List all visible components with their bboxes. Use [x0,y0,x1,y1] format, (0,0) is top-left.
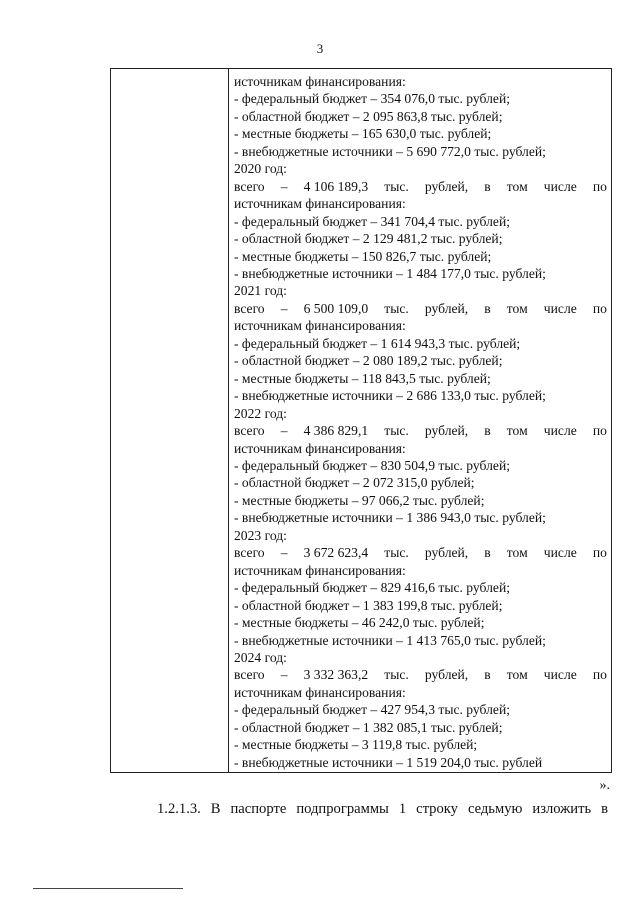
word: в [484,545,491,561]
word: В [210,801,221,817]
total-line [234,666,607,683]
word: всего [234,545,265,561]
word: строку [416,801,458,817]
text-line: - федеральный бюджет – 354 076,0 тыс. рублей; [234,91,510,107]
word: по [592,178,607,194]
word: – [280,178,288,194]
text-line: - федеральный бюджет – 341 704,4 тыс. рублей; [234,213,510,229]
text-line: - внебюджетные источники – 5 690 772,0 тыс. рублей; [234,143,546,159]
text-line: 2020 год: [234,161,287,177]
word: в [484,423,491,439]
clause-text [157,801,608,818]
word: тыс. [384,545,409,561]
word: числе [543,545,577,561]
text-line: - федеральный бюджет – 1 614 943,3 тыс. рублей; [234,335,521,351]
word: по [592,667,607,683]
text-line: - местные бюджеты – 3 119,8 тыс. рублей; [234,737,478,753]
word: по [592,423,607,439]
word: 1.2.1.3. [157,801,201,817]
total-line [234,300,607,317]
word: 6 500 109,0 [303,300,369,316]
closing-quote: ». [599,778,610,793]
text-line: - внебюджетные источники – 1 413 765,0 тыс. рублей; [234,632,546,648]
passport-table [110,68,612,773]
word: – [280,545,288,561]
text-line: - внебюджетные источники – 1 519 204,0 тыс. рублей [234,754,543,770]
word: том [506,423,528,439]
text-line: - областной бюджет – 2 072 315,0 рублей; [234,475,475,491]
word: рублей, [424,667,469,683]
text-line: - федеральный бюджет – 829 416,6 тыс. рублей; [234,580,510,596]
page-number: 3 [316,41,324,56]
word: всего [234,667,265,683]
word: в [484,667,491,683]
word: тыс. [384,178,409,194]
word: всего [234,423,265,439]
word: всего [234,300,265,316]
text-line: источникам финансирования: [234,562,406,578]
text-line: - областной бюджет – 2 095 863,8 тыс. рублей; [234,108,503,124]
text-line: - федеральный бюджет – 427 954,3 тыс. рублей; [234,702,510,718]
funding-text [234,73,607,771]
table-left-cell [111,69,229,773]
word: том [506,667,528,683]
footer-divider [33,888,183,889]
word: 4 386 829,1 [303,423,369,439]
word: числе [543,423,577,439]
table-right-cell [229,69,612,773]
word: в [484,178,491,194]
word: подпрограммы [296,801,389,817]
word: числе [543,667,577,683]
text-line: 2022 год: [234,405,287,421]
total-line [234,422,607,439]
text-line: источникам финансирования: [234,318,406,334]
word: 1 [398,801,407,817]
word: в [601,801,608,817]
text-line: - внебюджетные источники – 1 386 943,0 тыс. рублей; [234,510,546,526]
word: рублей, [424,178,469,194]
text-line: источникам финансирования: [234,440,406,456]
text-line: - местные бюджеты – 150 826,7 тыс. рублей; [234,248,492,264]
word: – [280,300,288,316]
text-line: - местные бюджеты – 97 066,2 тыс. рублей; [234,492,485,508]
text-line: - областной бюджет – 2 080 189,2 тыс. рублей; [234,353,503,369]
word: седьмую [467,801,523,817]
text-line: 2024 год: [234,649,287,665]
text-line: - областной бюджет – 1 382 085,1 тыс. рублей; [234,719,503,735]
text-line: источникам финансирования: [234,74,406,89]
word: паспорте [230,801,287,817]
text-line: - федеральный бюджет – 830 504,9 тыс. рублей; [234,457,510,473]
text-line: - областной бюджет – 1 383 199,8 тыс. рублей; [234,597,503,613]
text-line: источникам финансирования: [234,196,406,212]
word: рублей, [424,423,469,439]
word: 4 106 189,3 [303,178,369,194]
text-line: - внебюджетные источники – 1 484 177,0 тыс. рублей; [234,265,546,281]
word: тыс. [384,423,409,439]
word: по [592,300,607,316]
text-line: - местные бюджеты – 165 630,0 тыс. рублей; [234,126,492,142]
word: тыс. [384,667,409,683]
word: изложить [532,801,592,817]
text-line: - внебюджетные источники – 2 686 133,0 тыс. рублей; [234,388,546,404]
text-line: - местные бюджеты – 46 242,0 тыс. рублей; [234,615,485,631]
word: том [506,545,528,561]
word: по [592,545,607,561]
word: рублей, [424,545,469,561]
word: 3 672 623,4 [303,545,369,561]
word: числе [543,300,577,316]
word: в [484,300,491,316]
word: числе [543,178,577,194]
word: тыс. [384,300,409,316]
word: – [280,667,288,683]
word: всего [234,178,265,194]
word: том [506,178,528,194]
text-line: - областной бюджет – 2 129 481,2 тыс. рублей; [234,231,503,247]
total-line [234,178,607,195]
text-line: 2021 год: [234,283,287,299]
word: рублей, [424,300,469,316]
word: – [280,423,288,439]
text-line: 2023 год: [234,527,287,543]
word: 3 332 363,2 [303,667,369,683]
text-line: источникам финансирования: [234,684,406,700]
total-line [234,544,607,561]
text-line: - местные бюджеты – 118 843,5 тыс. рублей; [234,370,491,386]
word: том [506,300,528,316]
